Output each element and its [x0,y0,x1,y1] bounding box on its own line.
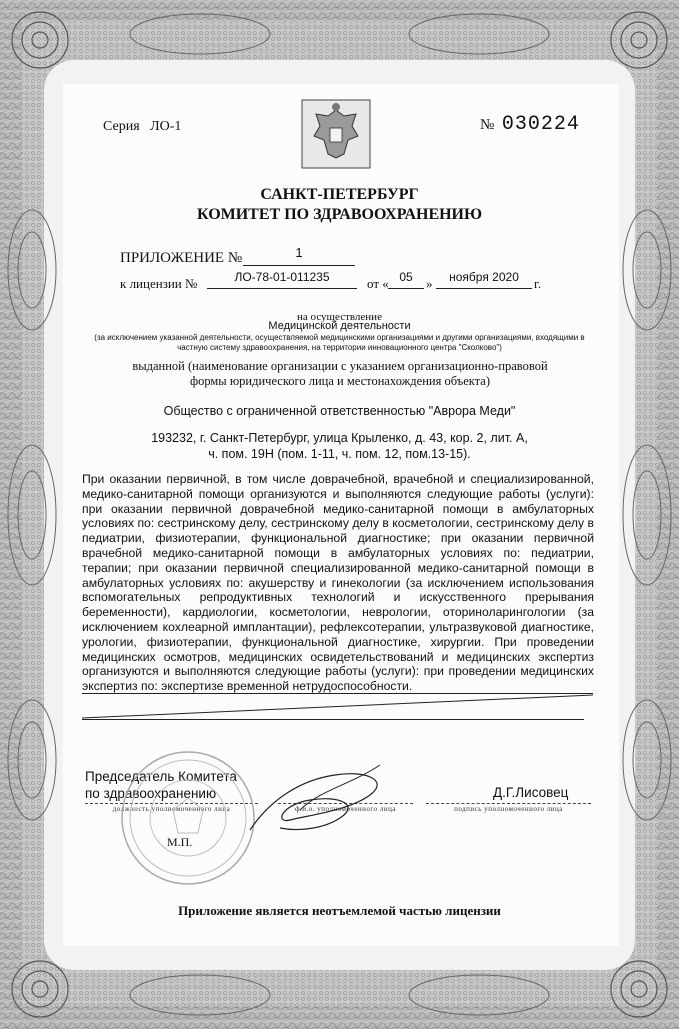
services-text: При оказании первичной, в том числе доврачебной, врачебной и специализированной, медико-санитарной помощи организуются и выполняются следующие работы (услуги): при оказании первичной доврачебной медико-санитарной помощи в амбулаторных условиях по: сестринскому делу, сестринскому делу в косметологии, сестринскому делу в педиатрии, физиотерапии, функциональной диагностике; при оказании первичной врачебной медико-санитарной помощи в амбулаторных условиях по: педиатрии, терапии; при оказании первичной специализированной медико-санитарной помощи в амбулаторных условиях по: акушерству и гинекологии (за исключением использования вспомогательных репродуктивных технологий и искусственного прерывания беременности), кардиологии, косметологии, неврологии, оториноларингологии (за исключением кохлеарной имплантации), рефлексотерапии, ультразвуковой диагностике, урологии, физиотерапии, функциональной диагностике, хирургии. При проведении медицинских осмотров, медицинских освидетельствований и медицинских экспертиз организуются и выполняются следующие работы (услуги): при проведении медицинских экспертиз по: экспертизе временной нетрудоспособности. [82,472,594,694]
position-line-2: по здравоохранению [85,786,217,801]
series-value: ЛО-1 [150,119,182,134]
organization-name: Общество с ограниченной ответственностью "Аврора Меди" [163,404,516,418]
appendix-label: ПРИЛОЖЕНИЕ № [120,250,243,266]
activity-label: на осуществление [297,311,382,323]
license-ref-number: ЛО-78-01-011235 [207,270,357,289]
date-month-year: ноября 2020 [436,270,532,289]
number-value: 030224 [501,113,580,136]
series [103,119,181,135]
closing-line-2 [82,719,584,720]
official-seal [118,748,258,888]
date-from-label: от « [367,276,389,291]
issuer-title [0,185,679,225]
footer-note: Приложение является неотъемлемой частью лицензии [178,903,501,918]
appendix-number: 1 [243,245,355,266]
address-line-1: 193232, г. Санкт-Петербург, улица Крыленко, д. 43, кор. 2, лит. А, [151,431,528,445]
title-line-1: САНКТ-ПЕТЕРБУРГ [260,186,419,203]
title-line-2: КОМИТЕТ ПО ЗДРАВООХРАНЕНИЮ [196,206,483,223]
coat-of-arms-icon [298,96,374,172]
address-line-2: ч. пом. 19Н (пом. 1-11, ч. пом. 12, пом.13-15). [208,446,471,461]
signer-name: Д.Г.Лисовец [493,785,569,800]
issued-description: выданной (наименование организации с указанием организационно-правовой формы юридического лица и местонахождения объекта) [132,359,548,388]
closing-diagonal [82,694,593,720]
activity-name: Медицинской деятельности [268,320,411,332]
stamp-label: М.П. [167,835,193,849]
number-label: № [480,117,496,133]
caption-fio: ф.и.о. уполномоченного лица [278,803,413,813]
series-label: Серия [103,119,140,134]
position-line-1: Председатель Комитета [85,769,237,784]
year-suffix: г. [534,276,542,291]
date-day: 05 [388,270,424,289]
caption-position: должность уполномоченного лица [85,803,258,813]
caption-signature: подпись уполномоченного лица [426,803,591,813]
organization-address [0,431,679,462]
license-number [480,112,580,136]
license-ref-label: к лицензии № [120,276,198,291]
date-day-close: » [426,276,433,291]
activity-note: (за исключением указанной деятельности, осуществляемой медицинскими организациями и другими организациями, входящими в частную систему здравоохранения, на территории инновационного центра "Сколково") [94,333,585,352]
handwritten-signature [240,760,400,840]
